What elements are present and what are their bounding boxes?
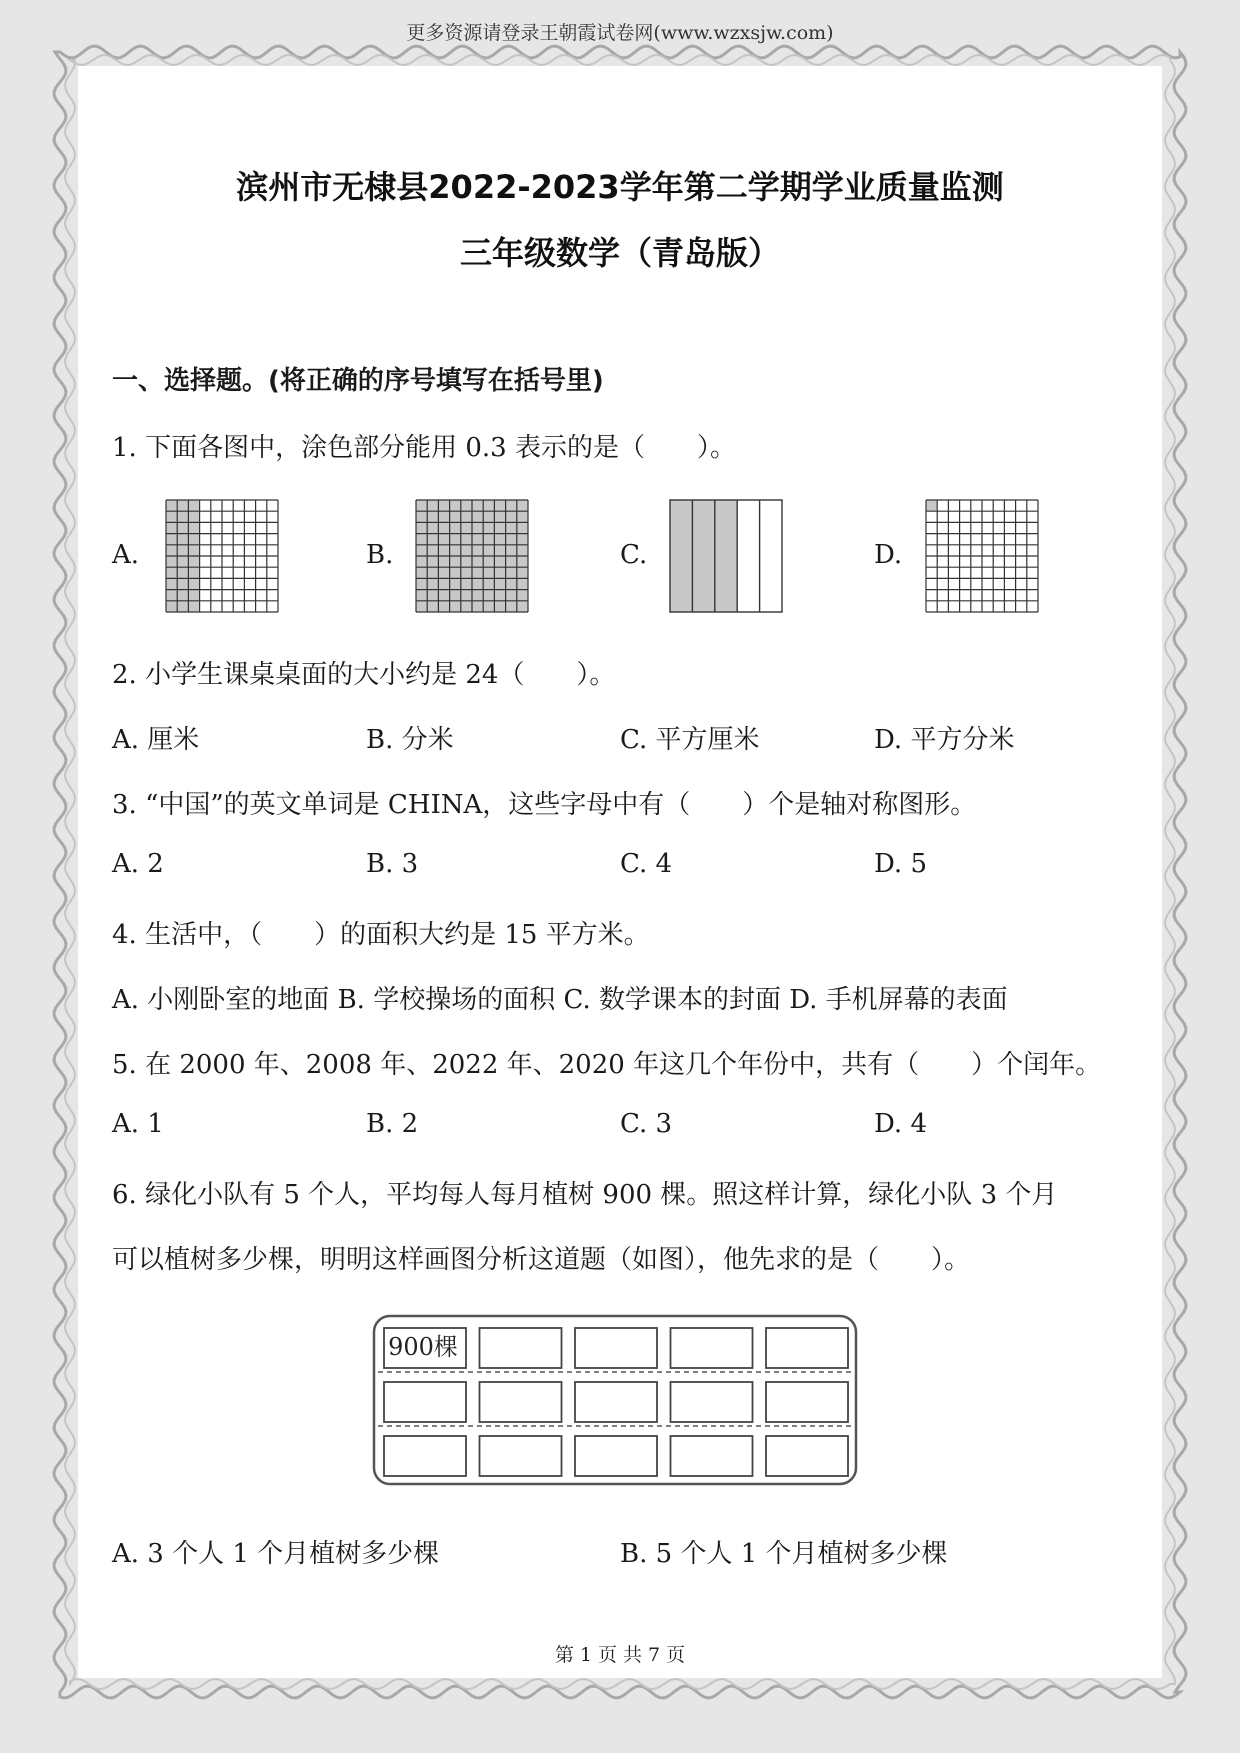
- diagram-box: [766, 1328, 848, 1368]
- q3-option-a: A. 2: [112, 849, 164, 879]
- q1-option-a-label: A.: [112, 540, 140, 570]
- q3-option-c: C. 4: [620, 849, 673, 879]
- question-1: 1. 下面各图中，涂色部分能用 0.3 表示的是（ ）。: [112, 433, 736, 463]
- diagram-box: [480, 1436, 562, 1476]
- q1-option-d-label: D.: [874, 540, 903, 570]
- diagram-box: [575, 1328, 657, 1368]
- diagram-box: [575, 1436, 657, 1476]
- q2-option-d: D. 平方分米: [874, 725, 1015, 755]
- diagram-box: [575, 1382, 657, 1422]
- shaded-square: [926, 500, 937, 511]
- q5-option-b: B. 2: [366, 1109, 419, 1139]
- diagram-box: [766, 1436, 848, 1476]
- exam-subtitle: 三年级数学（青岛版）: [459, 234, 780, 272]
- q1-figure-d: [924, 498, 1040, 614]
- shaded-region: [670, 500, 737, 612]
- diagram-box: [480, 1382, 562, 1422]
- q5-option-c: C. 3: [620, 1109, 673, 1139]
- diagram-box: [671, 1382, 753, 1422]
- q6-diagram: [372, 1314, 858, 1486]
- q2-option-c: C. 平方厘米: [620, 725, 760, 755]
- q4-options: A. 小刚卧室的地面 B. 学校操场的面积 C. 数学课本的封面 D. 手机屏幕的表面: [112, 985, 1008, 1015]
- question-4: 4. 生活中，（ ）的面积大约是 15 平方米。: [112, 920, 650, 950]
- q1-option-b-label: B.: [366, 540, 394, 570]
- diagram-box: [671, 1436, 753, 1476]
- q1-figure-a: [164, 498, 280, 614]
- question-6-line-1: 6. 绿化小队有 5 个人，平均每人每月植树 900 棵。照这样计算，绿化小队 3 个月: [112, 1180, 1058, 1210]
- diagram-box: [384, 1436, 466, 1476]
- q1-option-c-label: C.: [620, 540, 648, 570]
- page-number: 第 1 页 共 7 页: [554, 1644, 686, 1666]
- exam-title: 滨州市无棣县2022-2023学年第二学期学业质量监测: [236, 168, 1004, 206]
- q5-option-d: D. 4: [874, 1109, 927, 1139]
- question-5: 5. 在 2000 年、2008 年、2022 年、2020 年这几个年份中，共有（ ）个闰年。: [112, 1050, 1102, 1080]
- q6-option-a: A. 3 个人 1 个月植树多少棵: [112, 1539, 440, 1569]
- section-heading-choice: 一、选择题。(将正确的序号填写在括号里): [112, 366, 604, 396]
- diagram-box: [480, 1328, 562, 1368]
- question-2: 2. 小学生课桌桌面的大小约是 24（ ）。: [112, 660, 616, 690]
- question-6-line-2: 可以植树多少棵，明明这样画图分析这道题（如图），他先求的是（ ）。: [112, 1245, 971, 1275]
- q2-option-b: B. 分米: [366, 725, 454, 755]
- diagram-label: 900棵: [388, 1333, 458, 1361]
- q2-option-a: A. 厘米: [112, 725, 200, 755]
- q6-option-b: B. 5 个人 1 个月植树多少棵: [620, 1539, 948, 1569]
- q5-option-a: A. 1: [112, 1109, 164, 1139]
- q3-option-b: B. 3: [366, 849, 419, 879]
- q1-figure-c: [668, 498, 784, 614]
- diagram-box: [384, 1382, 466, 1422]
- q1-figure-b: [414, 498, 530, 614]
- question-3: 3. “中国”的英文单词是 CHINA，这些字母中有（ ）个是轴对称图形。: [112, 790, 977, 820]
- website-banner[interactable]: 更多资源请登录王朝霞试卷网(www.wzxsjw.com): [406, 22, 834, 44]
- diagram-box: [766, 1382, 848, 1422]
- diagram-box: [671, 1328, 753, 1368]
- q3-option-d: D. 5: [874, 849, 927, 879]
